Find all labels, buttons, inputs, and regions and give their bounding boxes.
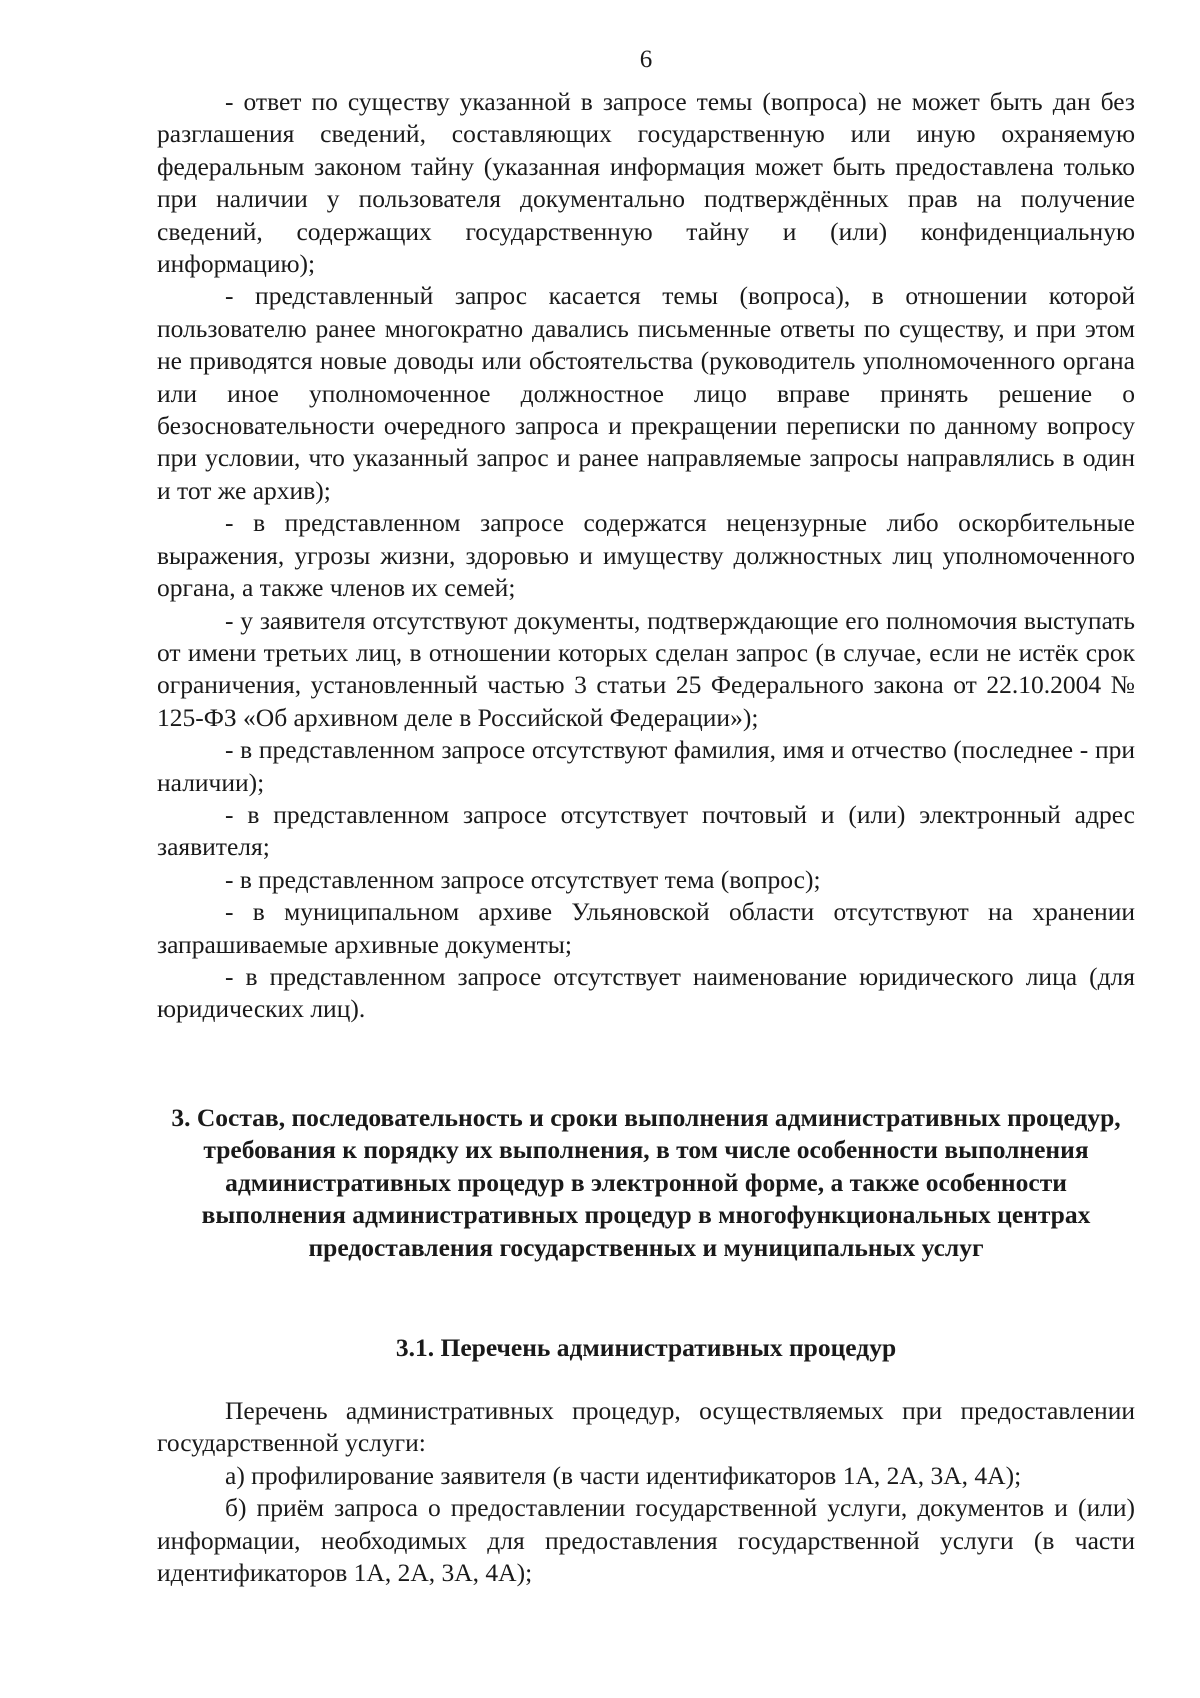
section-heading: 3. Состав, последовательность и сроки выполнения административных процедур, требования к порядку их выполнения, в том числе особенности выполнения административных процедур в электронной форме, а также особенности выполнения административных процедур в многофункциональных центрах предоставления государственных и муниципальных услуг [171, 1103, 1121, 1262]
list-item: а) профилирование заявителя (в части идентификаторов 1А, 2А, 3А, 4А); [225, 1460, 1022, 1490]
paragraph: - ответ по существу указанной в запросе темы (вопроса) не может быть дан без разглашения сведений, составляющих государственную или иную охраняемую федеральным законом тайну (указанная информация может быть предоставлена только при наличии у пользователя документально подтверждённых прав на получение сведений, содержащих государственную тайну и (или) конфиденциальную информацию); [157, 87, 1135, 279]
refusal-grounds-list [157, 86, 1135, 1026]
list-item: б) приём запроса о предоставлении государственной услуги, документов и (или) информации, необходимых для предоставления государственной услуги (в части идентификаторов 1А, 2А, 3А, 4А); [157, 1493, 1135, 1588]
paragraph: - в представленном запросе отсутствует почтовый и (или) электронный адрес заявителя; [157, 799, 1135, 862]
paragraph: - в представленном запросе отсутствуют фамилия, имя и отчество (последнее - при наличии); [157, 735, 1135, 797]
subsection-heading: 3.1. Перечень административных процедур [395, 1333, 897, 1362]
page-number: 6 [639, 46, 653, 73]
paragraph: - в муниципальном архиве Ульяновской области отсутствуют на хранении запрашиваемые архивные документы; [157, 897, 1135, 959]
paragraph: Перечень административных процедур, осуществляемых при предоставлении государственной услуги: [157, 1396, 1135, 1458]
procedures-list [157, 1395, 1135, 1589]
paragraph: - у заявителя отсутствуют документы, подтверждающие его полномочия выступать от имени третьих лиц, в отношении которых сделан запрос (в случае, если не истёк срок ограничения, установленный частью 3 статьи 25 Федерального закона от 22.10.2004 № 125-ФЗ «Об архивном деле в Российской Федерации»); [157, 605, 1135, 732]
paragraph: - в представленном запросе содержатся нецензурные либо оскорбительные выражения, угрозы жизни, здоровью и имуществу должностных лиц уполномоченного органа, а также членов их семей; [157, 508, 1135, 603]
paragraph: - в представленном запросе отсутствует наименование юридического лица (для юридических лиц). [157, 961, 1135, 1024]
paragraph: - в представленном запросе отсутствует тема (вопрос); [225, 864, 821, 894]
paragraph: - представленный запрос касается темы (вопроса), в отношении которой пользователю ранее многократно давались письменные ответы по существу, и при этом не приводятся новые доводы или обстоятельства (руководитель уполномоченного органа или иное уполномоченное должностное лицо вправе принять решение о безосновательности очередного запроса и прекращении переписки по данному вопросу при условии, что указанный запрос и ранее направляемые запросы направлялись в один и тот же архив); [157, 281, 1135, 505]
